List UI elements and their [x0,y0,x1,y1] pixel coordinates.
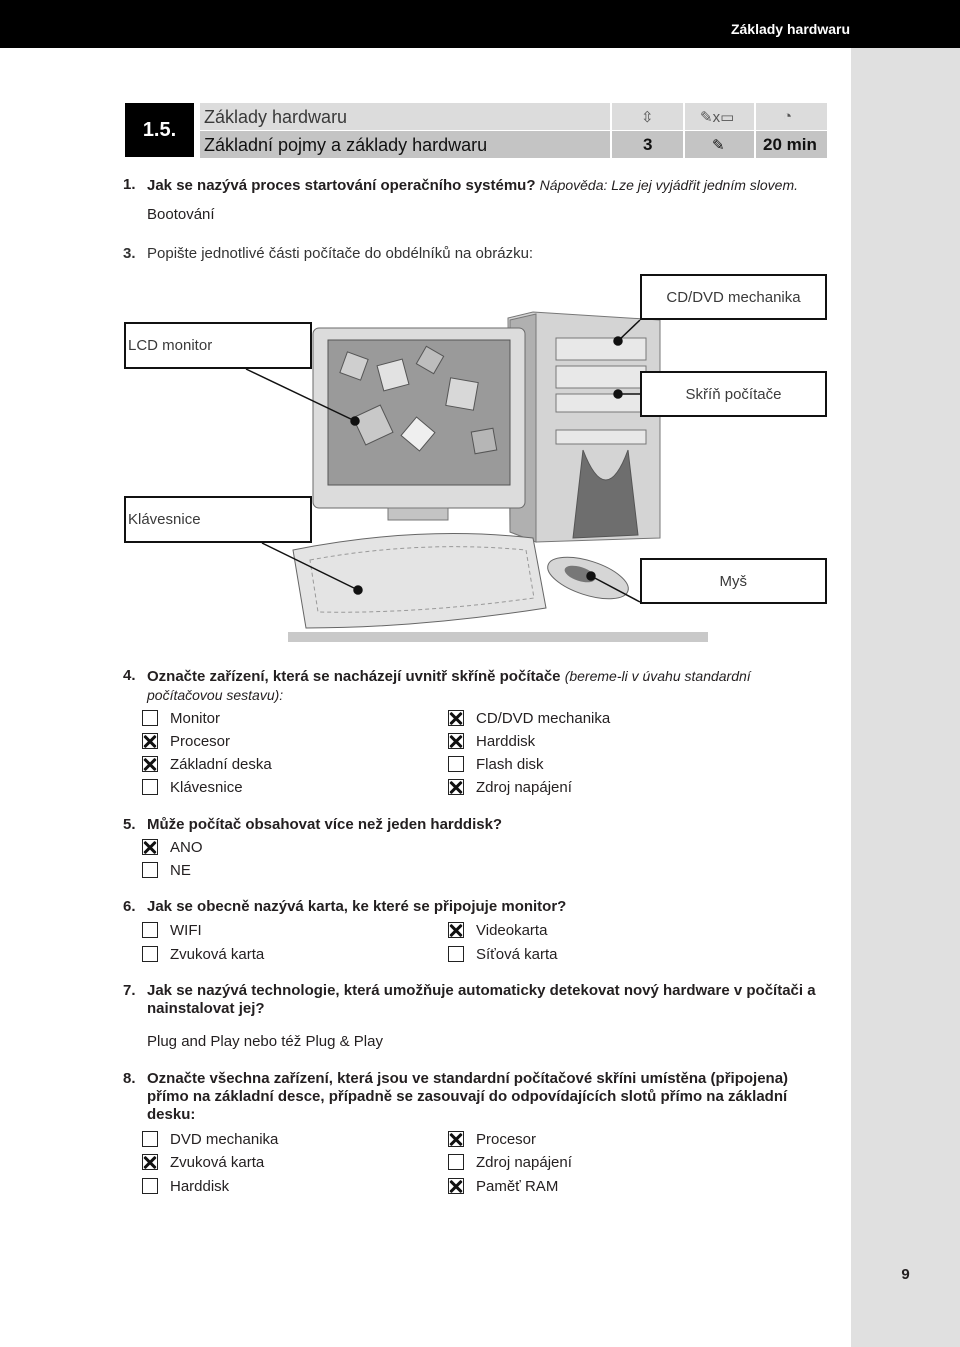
q6-option-sitova-karta[interactable]: Síťová karta [448,945,558,963]
lesson-header-row-1 [200,103,827,130]
difficulty-value: 3 [643,135,653,154]
question-4-text: Označte zařízení, která se nacházejí uvnitř skříně počítače [147,668,561,685]
pen-computer-icon: ✎x▭ [700,109,735,126]
checkbox-checked[interactable] [448,779,464,795]
label-monitor: LCD monitor [124,322,312,369]
q6-option-zvukova-karta[interactable]: Zvuková karta [142,945,264,963]
checkbox-checked[interactable] [448,733,464,749]
question-3-text: Popište jednotlivé části počítače do obdélníků na obrázku: [147,245,534,262]
question-1-answer: Bootování [147,206,215,223]
lesson-subtitle: Základní pojmy a základy hardwaru [204,135,488,155]
label-case: Skříň počítače [640,371,827,417]
checkbox[interactable] [448,1154,464,1170]
lesson-title: Základy hardwaru [204,107,348,127]
checkbox[interactable] [448,756,464,772]
difficulty-arrows-icon: ⇳ [641,109,654,126]
time-value: 20 min [763,135,817,154]
q4-option-zdroj[interactable]: Zdroj napájení [448,778,572,796]
question-1-text: Jak se nazývá proces startování operačního systému? [147,177,536,194]
q8-option-procesor[interactable]: Procesor [448,1130,536,1148]
checkbox-checked[interactable] [142,839,158,855]
q5-option-ano[interactable]: ANO [142,838,203,856]
q4-option-monitor[interactable]: Monitor [142,709,220,727]
q5-option-ne[interactable]: NE [142,861,191,879]
checkbox-checked[interactable] [142,733,158,749]
question-4-hint: (bereme-li v úvahu standardní počítačovou sestavu): [147,668,751,703]
checkbox-checked[interactable] [448,1178,464,1194]
question-6-text: Jak se obecně nazývá karta, ke které se připojuje monitor? [147,898,567,915]
q4-option-cd-dvd[interactable]: CD/DVD mechanika [448,709,610,727]
checkbox-checked[interactable] [448,1131,464,1147]
question-8-text: Označte všechna zařízení, která jsou ve standardní počítačové skříni umístěna (připojena) přímo na základní desce, případně se zasouvají do odpovídajících slotů přímo na základní desku: [147,1070,789,1123]
question-5-text: Může počítač obsahovat více než jeden harddisk? [147,816,503,833]
q6-option-wifi[interactable]: WIFI [142,921,202,939]
q4-option-flash-disk[interactable]: Flash disk [448,755,544,773]
q6-option-videokarta[interactable]: Videokarta [448,921,547,939]
label-optical-drive: CD/DVD mechanika [640,274,827,320]
label-keyboard: Klávesnice [124,496,312,543]
checkbox-checked[interactable] [448,710,464,726]
page-margin-band [851,48,960,1347]
keyboard [293,534,546,628]
pen-icon: ✎ [712,137,725,154]
label-mouse: Myš [640,558,827,604]
question-6: 6. Jak se obecně nazývá karta, ke které se připojuje monitor? [123,898,828,916]
running-title: Základy hardwaru [730,21,850,37]
q4-option-procesor[interactable]: Procesor [142,732,230,750]
question-1-hint: Nápověda: Lze jej vyjádřit jedním slovem. [539,177,799,193]
question-7-text: Jak se nazývá technologie, která umožňuje automaticky detekovat nový hardware v počítači a nainstalovat jej? [147,982,816,1017]
question-1: 1. Jak se nazývá proces startování operačního systému? Nápověda: Lze jej vyjádřit jedním slovem. [123,176,799,194]
checkbox-checked[interactable] [448,922,464,938]
question-7-answer: Plug and Play nebo též Plug & Play [147,1033,383,1050]
checkbox[interactable] [142,1178,158,1194]
checkbox[interactable] [448,946,464,962]
checkbox[interactable] [142,922,158,938]
q8-option-pamet-ram[interactable]: Paměť RAM [448,1177,558,1195]
checkbox[interactable] [142,946,158,962]
clock-icon: ◔ [783,108,793,125]
q4-option-zakladni-deska[interactable]: Základní deska [142,755,272,773]
running-header [0,0,960,48]
question-3: 3. Popište jednotlivé části počítače do obdélníků na obrázku: [123,245,828,263]
q8-option-dvd-mechanika[interactable]: DVD mechanika [142,1130,278,1148]
question-5: 5. Může počítač obsahovat více než jeden harddisk? [123,816,828,834]
question-4: 4. Označte zařízení, která se nacházejí uvnitř skříně počítače (bereme-li v úvahu standardní počítačovou sestavu): [123,667,751,703]
question-7: 7. Jak se nazývá technologie, která umožňuje automaticky detekovat nový hardware v počítači a nainstalovat jej? [123,982,828,1018]
question-8: 8. Označte všechna zařízení, která jsou ve standardní počítačové skříni umístěna (připojena) přímo na základní desce, případně se zasouvají do odpovídajících slotů přímo na základní desku: [123,1070,828,1124]
checkbox[interactable] [142,1131,158,1147]
checkbox-checked[interactable] [142,756,158,772]
checkbox-checked[interactable] [142,1154,158,1170]
q8-option-harddisk[interactable]: Harddisk [142,1177,229,1195]
q8-option-zvukova-karta[interactable]: Zvuková karta [142,1153,264,1171]
lesson-header-row-2 [200,131,827,158]
lesson-number: 1.5. [125,103,194,157]
page-number: 9 [901,1266,910,1283]
q4-option-klavesnice[interactable]: Klávesnice [142,778,243,796]
optical-drive-bay [556,338,646,360]
checkbox[interactable] [142,710,158,726]
checkbox[interactable] [142,862,158,878]
q4-option-harddisk[interactable]: Harddisk [448,732,535,750]
checkbox[interactable] [142,779,158,795]
q8-option-zdroj[interactable]: Zdroj napájení [448,1153,572,1171]
